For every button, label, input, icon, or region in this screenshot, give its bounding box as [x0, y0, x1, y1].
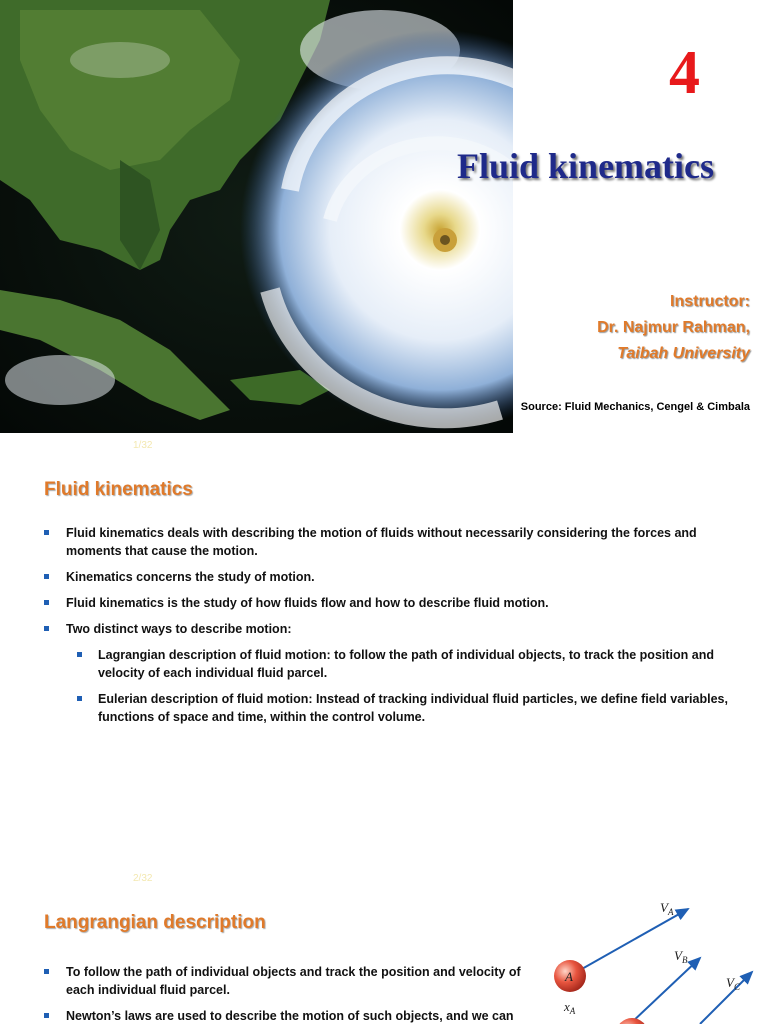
bullet-marker	[44, 969, 49, 974]
list-item	[98, 646, 748, 682]
list-item	[66, 594, 746, 612]
list-item	[66, 524, 746, 560]
source-citation: Source: Fluid Mechanics, Cengel & Cimbala	[520, 401, 750, 413]
instructor-label: Instructor:	[670, 293, 750, 310]
svg-text:VA	[660, 900, 674, 917]
svg-text:xA	[563, 999, 576, 1016]
hurricane-illustration	[0, 0, 513, 433]
bullet-line: To follow the path of individual objects and track the position and velocity of	[66, 965, 521, 979]
bullet-marker	[44, 1013, 49, 1018]
bullet-line: Two distinct ways to describe motion:	[66, 622, 292, 636]
page-number: 2/32	[133, 873, 153, 884]
sub-bullet-list	[98, 646, 748, 734]
velocity-vector-a	[573, 909, 688, 974]
bullet-line: Fluid kinematics deals with describing the motion of fluids without necessarily considering the forces and	[66, 526, 697, 540]
bullet-line: each individual fluid parcel.	[66, 983, 230, 997]
list-item	[66, 620, 746, 638]
vector-label: V	[726, 975, 734, 990]
bullet-marker	[44, 626, 49, 631]
university-name: Taibah University	[617, 345, 750, 362]
position-label: x	[564, 999, 570, 1014]
bullet-marker	[77, 652, 82, 657]
vector-label: V	[674, 948, 682, 963]
bullet-marker	[77, 696, 82, 701]
page-number: 1/32	[133, 440, 153, 451]
vector-subscript: C	[733, 982, 740, 992]
bullet-line: Fluid kinematics is the study of how fluids flow and how to describe fluid motion.	[66, 596, 549, 610]
chapter-number: 4	[669, 39, 700, 107]
bullet-line: Kinematics concerns the study of motion.	[66, 570, 315, 584]
bullet-line: functions of space and time, within the control volume.	[98, 710, 426, 724]
hurricane-satellite-image	[0, 0, 513, 433]
bullet-line: velocity of each individual fluid parcel.	[98, 666, 328, 680]
bullet-marker	[44, 574, 49, 579]
bullet-line: Newton’s laws are used to describe the motion of such objects, and we can	[66, 1009, 514, 1023]
vector-subscript: B	[681, 955, 688, 965]
position-subscript: A	[569, 1006, 576, 1016]
svg-text:VB	[674, 948, 688, 965]
list-item	[66, 1007, 526, 1025]
list-item	[66, 963, 526, 999]
bullet-list	[66, 524, 746, 646]
velocity-vector-b	[630, 958, 700, 1024]
title-slide	[0, 0, 768, 433]
bullet-marker	[44, 530, 49, 535]
bullet-line: Eulerian description of fluid motion: Instead of tracking individual fluid particles, we define field variables,	[98, 692, 728, 706]
list-item	[98, 690, 748, 726]
bullet-line: moments that cause the motion.	[66, 544, 258, 558]
bullet-list	[66, 963, 526, 1025]
bullet-marker	[44, 600, 49, 605]
section-title: Langrangian description	[44, 912, 266, 933]
particle-label: A	[565, 969, 573, 984]
list-item	[66, 568, 746, 586]
particle-b	[616, 1018, 648, 1024]
particle-velocity-diagram	[540, 890, 768, 1024]
bullet-line: Lagrangian description of fluid motion: to follow the path of individual objects, to track the position and	[98, 648, 714, 662]
instructor-name: Dr. Najmur Rahman,	[597, 319, 750, 336]
vector-subscript: A	[667, 907, 674, 917]
svg-text:VC	[726, 975, 741, 992]
section-title: Fluid kinematics	[44, 479, 193, 500]
vector-label: V	[660, 900, 668, 915]
chapter-title: Fluid kinematics	[457, 146, 715, 186]
